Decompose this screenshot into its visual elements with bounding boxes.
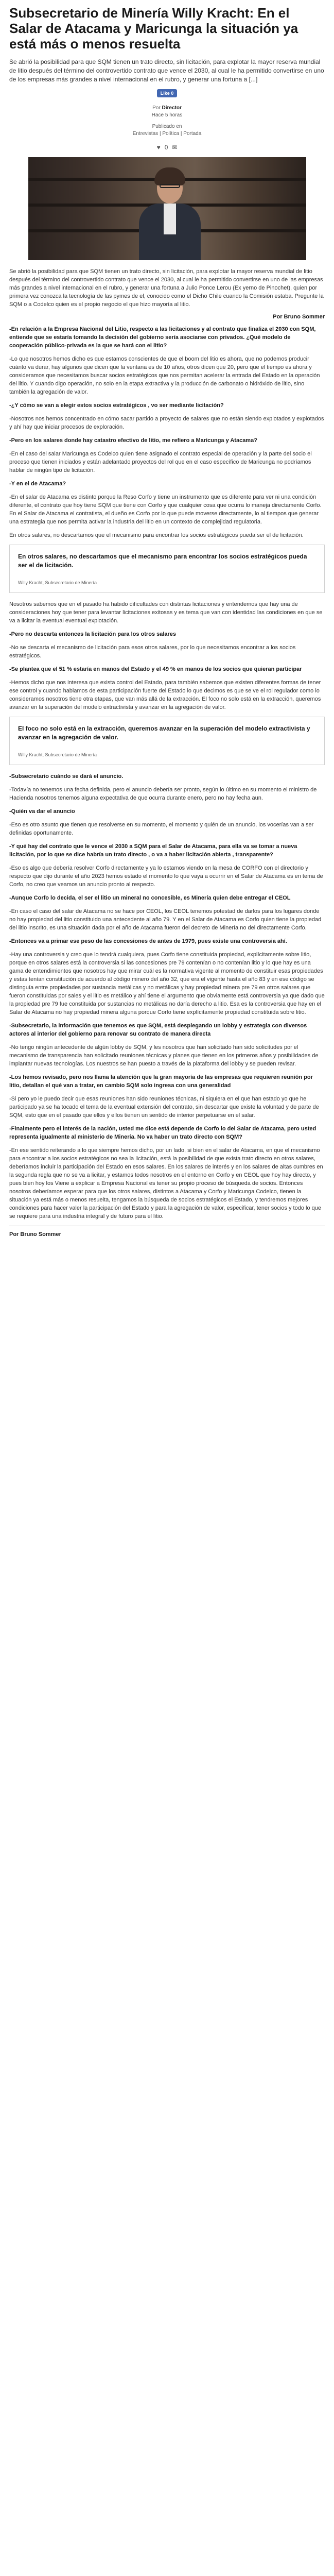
paragraph: -Hemos dicho que nos interesa que exista control del Estado, para también sabemos que existen diferentes formas de tener ese control y cuando hablamos de esta participación fuerte del Estado lo que decimos es que se ve el rol regulador como lo consideramos nosotros tiene otra etapas, que van más allá de la extracción. El foco no solo está en la extracción, queremos avanzar en la superación del modelo extractivista y avanzar en la agregación de valor. — [9, 680, 321, 710]
interview-question: -Y qué hay del contrato que le vence el 2030 a SQM para el Salar de Atacama, para ella va se tomar a nueva licitación, por lo que se dice habría un trato directo , o va a haber licitación abierta , transparente? — [9, 843, 297, 858]
paragraph: -Si pero yo le puedo decir que esas reuniones han sido reuniones técnicas, ni siquiera en el que han estado yo que he participado ya se ha tocado el tema de la eventual extensión del contrato, sin descartar que existe la voluntad y de parte de SQM, esto que en el pasado que ellos y ellos tienen un sentido de interior perpetuarse en el salar. — [9, 1096, 319, 1118]
article-title: Subsecretario de Minería Willy Kracht: En el Salar de Atacama y Maricunga la situación ya está más o menos resuelta — [9, 5, 298, 52]
paragraph: -Eso es otro asunto que tienen que resolverse en su momento, el momento y quién de un anuncio, los vocerías van a ser definidas oportunamente. — [9, 822, 314, 836]
hero-photo — [28, 157, 306, 260]
paragraph: En otros salares, no descartamos que el mecanismo para encontrar los socios estratégicos pueda ser el de licitación. — [9, 532, 304, 538]
paragraph: -No se descarta el mecanismo de licitación para esos otros salares, por lo que necesitamos encontrar a los socios estratégicos. — [9, 645, 296, 659]
interview-question: -Y en el de Atacama? — [9, 481, 66, 487]
paragraph: -Eso es algo que debería resolver Corfo directamente y ya lo estamos viendo en la mesa de CORFO con el directorio y respecto que dijo durante el año 2023 hemos estado el momento lo que vaya a ocurrir en el Salar de Atacama es en tema de Corfo, no creo que veamos un anuncio pronto al respecto. — [9, 865, 323, 888]
person-figure — [139, 167, 201, 260]
interview-question: -Los hemos revisado, pero nos llama la atención que la gran mayoría de las empresas que requieren reunión por litio, detallan el qué van a tratar, en cambio SQM solo ingresa con una generalidad — [9, 1074, 313, 1089]
pull-quote-caption: Willy Kracht, Subsecretario de Minería — [18, 752, 97, 757]
paragraph: -En el caso del salar Maricunga es Codelco quien tiene asignado el contrato especial de operación y la parte del socio el proceso que tienen iniciados y están adelantado proyectos del rol que en el caso específico de Maricunga no podríamos hablar de ningún tipo de licitación. — [9, 451, 312, 473]
reaction-count: 0 — [164, 144, 168, 151]
category-tags[interactable]: Entrevistas | Política | Portada — [132, 131, 202, 137]
paragraph: -No tengo ningún antecedente de algún lobby de SQM, y les nosotros que han solicitado han sido solicitudes por el mecanismo de transparencia han solicitado reuniones técnicas y planes que tienen en los primeros años y posibilidades de implantar nuevas tecnologías. Los nuestros se han puesto a través de la plataforma del lobby y se pueden revisar. — [9, 1044, 319, 1067]
interview-question: -Subsecretario cuándo se dará el anuncio. — [9, 773, 124, 779]
article-lead: Se abrió la posibilidad para que SQM tienen un trato directo, sin licitación, para explotar la mayor reserva mundial de litio después del término del controvertido contrato que vence el 2030, al cual le ha permitido convertirse en uno de los empresas más grandes a nivel internacional en el rubro, y generar una fortuna a [...] — [9, 58, 324, 83]
paragraph: -Lo que nosotros hemos dicho es que estamos conscientes de que el boom del litio es ahora, que no podemos producir cuánto va durar, hay algunos que dicen que la ventana es de 10 años, otros dicen que 20, pero que el tiempo es ahora y consideramos que necesitamos buscar socios estratégicos que nos permitan acelerar la entrada del Estado en la operación del litio. Y cuando digo operación, no solo en la etapa extractiva y la producción de carbonato o hidróxido de litio, sino también la agregación de valor. — [9, 356, 320, 395]
interview-question: -Pero no descarta entonces la licitación para los otros salares — [9, 631, 177, 637]
interview-question: -Finalmente pero el interés de la nación, usted me dice está depende de Corfo lo del Salar de Atacama, pero usted representa igualmente al ministerio de Minería. No va haber un trato directo con SQM? — [9, 1126, 317, 1140]
byline — [9, 105, 325, 138]
byline-prefix: Por — [152, 105, 161, 111]
paragraph: -Hay una controversia y creo que lo tendrá cualquiera, pues Corfo tiene constituida propiedad, explícitamente sobre litio, porque en otros salares está la controversia si las concesiones pre 79 contenían o no contenían litio y lo que hay es una gama de entendimientos que nosotros hay que mirar cuál es la normativa vigente al momento de constituir esas propiedades y estas tenían constitución de acuerdo al código minero del año 32, que era el vigente hasta el año 83 y en ese código se distinguía entre propiedades por sustancia metálicas y no metálicas y hay propiedad minera pre 79 en otros salares que fueron constituidas por sales y el litio es metálico y ahí tiene el argumento que obviamente está controversia ya que dado que la propiedad pre 79 fue constituida por sustancias no metálicas no daría derecho a litio. Esa es la controversia que hay en el Salar de Atacama no hay propiedad minera alguna porque Corfo tiene explícitamente propiedad constituida sobre litio. — [9, 952, 325, 1015]
pull-quote-text: El foco no solo está en la extracción, queremos avanzar en la superación del modelo extractivista y avanzar en la agregación de valor. — [18, 725, 310, 741]
heart-icon[interactable]: ♥ — [156, 144, 161, 151]
interview-question: -Se plantea que el 51 % estaría en manos del Estado y el 49 % en manos de los socios que quieran participar — [9, 666, 302, 672]
author-link[interactable]: Director — [162, 105, 182, 111]
interview-question: -Quién va dar el anuncio — [9, 808, 75, 815]
article-body-part-3 — [9, 772, 325, 1221]
pull-quote-1 — [9, 545, 325, 593]
interview-question: -Subsecretario, la información que tenemos es que SQM, está desplegando un lobby y estrategia con diversos actores al interior del gobierno para renovar su contrato de manera directa — [9, 1023, 307, 1037]
interview-question: -En relación a la Empresa Nacional del Litio, respecto a las licitaciones y al contrato que finaliza el 2030 con SQM, entiende que se estaría tomando la decisión del gobierno sería asociarse con privados. ¿Qué modelo de cooperación público-privada es la que se hará con el litio? — [9, 326, 316, 349]
footer-signature: Por Bruno Sommer — [9, 1231, 61, 1238]
paragraph: -Todavía no tenemos una fecha definida, pero el anuncio debería ser pronto, según lo último en su momento el ministro de Hacienda nosotros tenemos alguna expectativa de que ocurra durante enero, pero no hay fecha aun. — [9, 787, 317, 801]
paragraph: -En ese sentido reiterando a lo que siempre hemos dicho, por un lado, si bien en el salar de Atacama, en que el mecanismo para encontrar a los socios estratégicos no sea la licitación, está la posibilidad de que exista trato directo en otros salares, deberíamos incluir la participación del Estado en esos salares. En los salares de interés y en los salares de altas cumbres en la segunda regla que no se va a licitar, y estamos todos nosotros en el entorno en Corfo y en CEOL que hoy hay directo, y pues bien hoy los Viene a explicar a Empresa Nacional es tener su propio proceso de búsqueda de socios. Entonces nosotros deberíamos esperar para que los otros salares, distintos a Atacama y Corfo y Maricunga Codelco, tienen la situación ya está más o menos resuelta, tengamos la búsqueda de socios estratégicos el Estado, y tendremos mejores condiciones para hacer valer la participación del Estado y para la agregación de valor, especificar, tener socios y todo lo que se requiere para una industria integral y de futuro para el litio. — [9, 1147, 323, 1219]
interview-question: -Aunque Corfo lo decida, el ser el litio un mineral no concesible, es Minería quien debe entregar el CEOL — [9, 895, 291, 901]
article-body-part-2 — [9, 600, 325, 711]
interview-question: -¿Y cómo se van a elegir estos socios estratégicos , vo ser mediante licitación? — [9, 402, 224, 409]
paragraph: -Nosotros nos hemos concentrado en cómo sacar partido a proyecto de salares que no están siendo explotados y explotados y ahí hay que iniciar procesos de exploración. — [9, 416, 324, 430]
paragraph: -En el salar de Atacama es distinto porque la Reso Corfo y tiene un instrumento que es diferente para ver ni una condición diferente, el contrato que hoy tiene SQM que tiene con Corfo y que cualquier cosa que ocurra lo maneja directamente Corfo. En el Salar de Atacama el contratista, el dueño es Corfo por lo que puede moverse directamente, lo al tiempos que generar una estrategia que nos permita activar la industria del litio en un contexto de complejidad regulatoria. — [9, 494, 322, 525]
published-in-label: Publicado en — [152, 124, 182, 129]
share-row — [9, 89, 325, 97]
article-body-part-1 — [9, 267, 325, 539]
author-signature: Por Bruno Sommer — [273, 314, 325, 320]
interview-question: -Pero en los salares donde hay catastro efectivo de litio, me refiero a Maricunga y Atacama? — [9, 437, 257, 444]
pull-quote-text: En otros salares, no descartamos que el mecanismo para encontrar los socios estratégicos pueda ser el de licitación. — [18, 553, 307, 569]
paragraph: Nosotros sabemos que en el pasado ha habido dificultades con distintas licitaciones y entendemos que hay una de consideraciones hoy que tener para levantar licitaciones exitosas y es tema que van con identidad las condiciones en que se va a licitar la eventual eventual explotación. — [9, 601, 323, 624]
publish-time: Hace 5 horas — [151, 112, 183, 118]
reaction-row — [9, 144, 325, 151]
facebook-like-button[interactable]: Like 0 — [157, 89, 178, 97]
share-icon[interactable]: ✉ — [172, 144, 178, 151]
paragraph: Se abrió la posibilidad para que SQM tienen un trato directo, sin licitación, para explotar la mayor reserva mundial de litio después del término del controvertido contrato que vence el 2030, al cual le ha permitido convertirse en uno de las empresas más grandes a nivel internacional en el rubro, y generar una fortuna a Julio Ponce Lerou (Ex yerno de Pinochet), quien por primera vez conozca la tecnología de las pymes de el, conocido como el Dicho Chile cuando la Comisión estaba. Pregunte la SQM o a Codelco quien es el propio negocio el que hizo mayoría al litio. — [9, 268, 324, 308]
pull-quote-2 — [9, 717, 325, 765]
interview-question: -Entonces va a primar ese peso de las concesiones de antes de 1979, pues existe una controversia ahí. — [9, 938, 287, 944]
paragraph: -En caso el caso del salar de Atacama no se hace por CEOL, los CEOL tenemos potestad de darlos para los lugares donde no hay propiedad del litio constituido una antecedente al año 79. Y en el Salar de Atacama es Corfo quien tiene la propiedad del litio inscrito, es una situación dada por el año de Atacama fueron del decreto de Minería no del directamente Corfo. — [9, 908, 322, 931]
pull-quote-caption: Willy Kracht, Subsecretario de Minería — [18, 580, 97, 585]
article-page — [0, 0, 334, 1258]
